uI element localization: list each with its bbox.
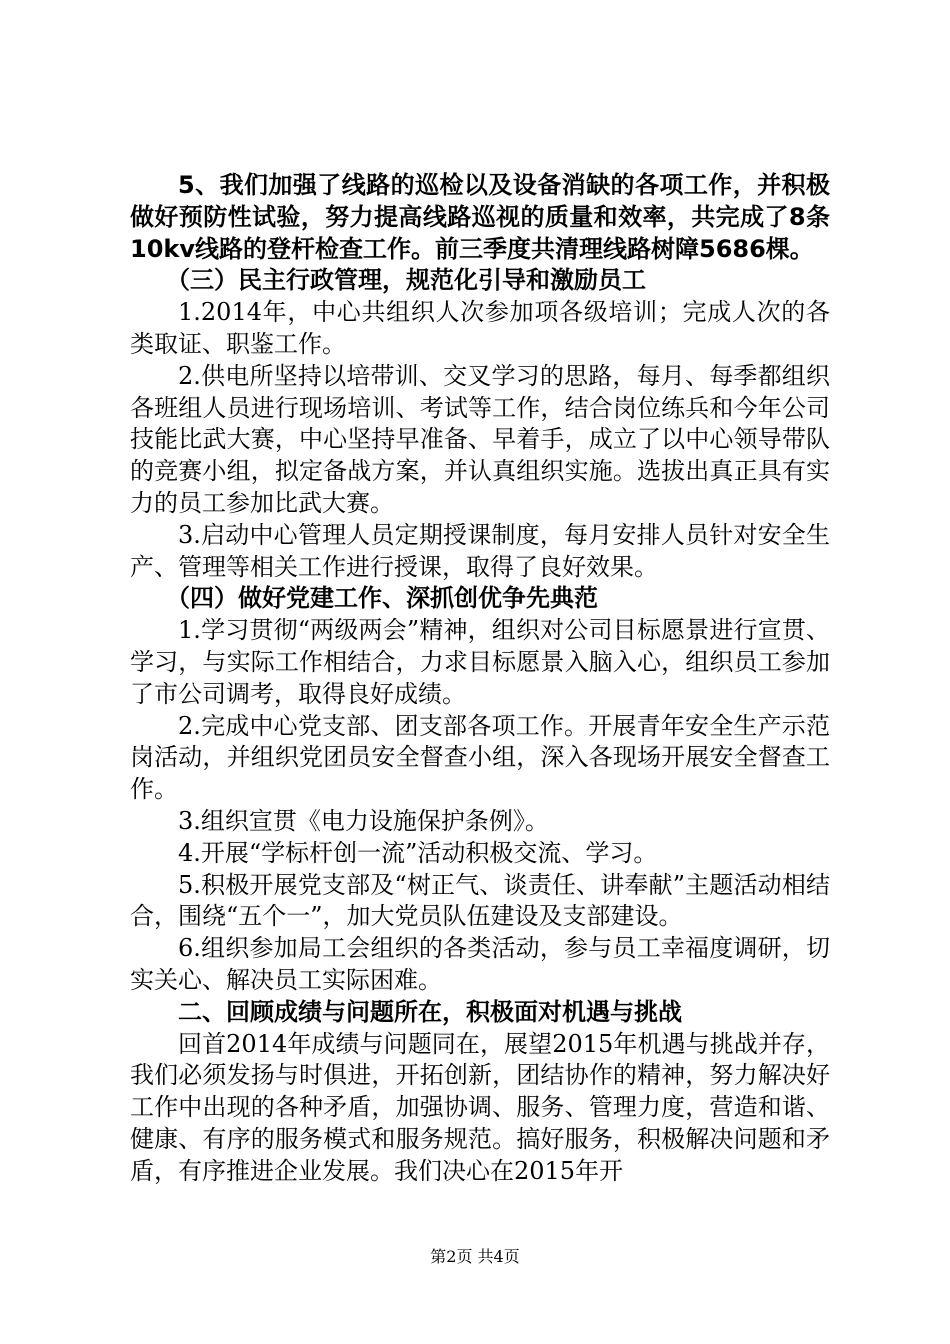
paragraph-benchmark-activity: 4.开展“学标杆创一流”活动积极交流、学习。	[178, 838, 658, 867]
paragraph-union-activities: 6.组织参加局工会组织的各类活动，参与员工幸福度调研，切实关心、解决员工实际困难。	[130, 934, 830, 994]
paragraph-training-approach: 2.供电所坚持以培带训、交叉学习的思路，每月、每季都组织各班组人员进行现场培训、考试等工作，结合岗位练兵和今年公司技能比武大赛，中心坚持早准备、早着手，成立了以中心领导带队的竞赛小组，拟定备战方案，并认真组织实施。选拔出真正具有实力的员工参加比武大赛。	[130, 361, 830, 517]
paragraph-theme-activity: 5.积极开展党支部及“树正气、谈责任、讲奉献”主题活动相结合，围绕“五个一”，加大党员队伍建设及支部建设。	[130, 870, 830, 931]
paragraph-outlook-2015: 回首2014年成绩与问题同在，展望2015年机遇与挑战并存，我们必须发扬与时俱进，开拓创新，团结协作的精神，努力解决好工作中出现的各种矛盾，加强协调、服务、管理力度，营造和谐、健康、有序的服务模式和服务规范。搞好服务，积极解决问题和矛盾，有序推进企业发展。我们决心在2015年开	[130, 1029, 830, 1185]
section-heading-review: 二、回顾成绩与问题所在，积极面对机遇与挑战	[178, 997, 682, 1026]
paragraph-lecture-system: 3.启动中心管理人员定期授课制度，每月安排人员针对安全生产、管理等相关工作进行授课，取得了良好效果。	[130, 520, 830, 581]
paragraph-regulations: 3.组织宣贯《电力设施保护条例》。	[178, 806, 549, 835]
paragraph-line-inspection: 5、我们加强了线路的巡检以及设备消缺的各项工作，并积极做好预防性试验，努力提高线路巡视的质量和效率，共完成了8条10kv线路的登杆检查工作。前三季度共清理线路树障5686棵。	[130, 171, 830, 263]
paragraph-training-2014: 1.2014年，中心共组织人次参加项各级培训；完成人次的各类取证、职鉴工作。	[130, 298, 830, 358]
paragraph-study-spirit: 1.学习贯彻“两级两会”精神，组织对公司目标愿景进行宣贯、学习，与实际工作相结合，力求目标愿景入脑入心，组织员工参加了市公司调考，取得良好成绩。	[130, 616, 830, 708]
section-heading-admin-management: （三）民主行政管理，规范化引导和激励员工	[166, 266, 646, 295]
section-heading-party-building: （四）做好党建工作、深抓创优争先典范	[166, 584, 598, 613]
paragraph-party-branch-work: 2.完成中心党支部、团支部各项工作。开展青年安全生产示范岗活动，并组织党团员安全督查小组，深入各现场开展安全督查工作。	[130, 711, 830, 804]
document-body	[130, 170, 830, 1188]
page-footer: 第2页 共4页	[430, 1247, 520, 1266]
